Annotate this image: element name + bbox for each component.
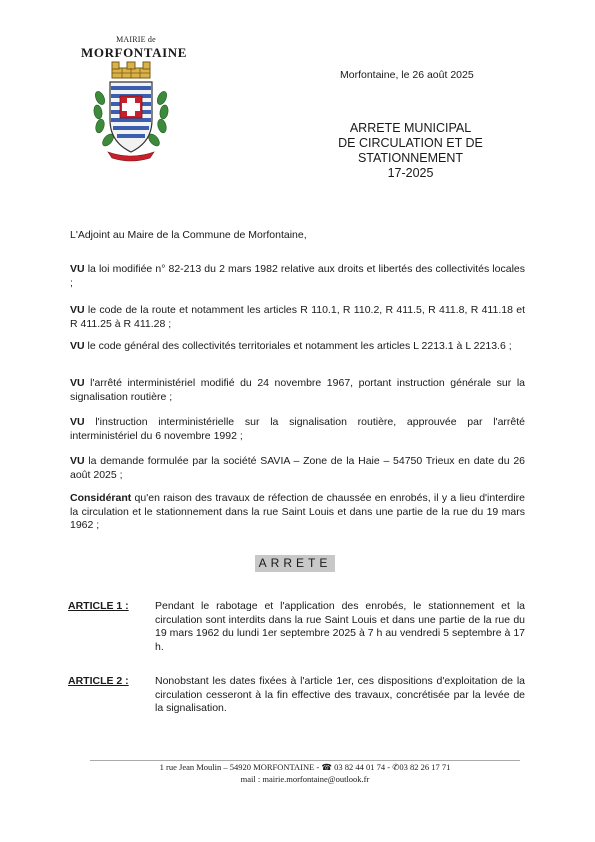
- visa-paragraph: [70, 455, 525, 482]
- intro-line: L'Adjoint au Maire de la Commune de Morfontaine,: [70, 229, 307, 241]
- title-line: STATIONNEMENT: [357, 151, 464, 165]
- visa-text: le code général des collectivités territoriales et notamment les articles L 2213.1 à L 2213.6 ;: [84, 340, 512, 352]
- footer-email: mail : mairie.morfontaine@outlook.fr: [240, 774, 370, 784]
- arrete-number: 17-2025: [387, 166, 434, 180]
- coat-of-arms-icon: [90, 60, 172, 164]
- considerant-paragraph: [70, 492, 525, 533]
- visa-lead: VU: [70, 377, 85, 389]
- title-line: ARRETE MUNICIPAL: [349, 121, 472, 135]
- title-line: DE CIRCULATION ET DE: [338, 136, 483, 150]
- visa-paragraph: [70, 340, 525, 354]
- article-1-label: ARTICLE 1 :: [68, 600, 129, 612]
- visa-lead: VU: [70, 340, 85, 352]
- arrete-heading: ARRETE: [255, 555, 335, 572]
- visa-lead: VU: [70, 416, 85, 428]
- visa-text: le code de la route et notamment les articles R 110.1, R 110.2, R 411.5, R 411.8, R 411.18 et R 411.25 à R 411.28 ;: [70, 304, 525, 330]
- footer-address: 1 rue Jean Moulin – 54920 MORFONTAINE - ☎ 03 82 44 01 74 - ✆03 82 26 17 71: [159, 762, 451, 772]
- mairie-label: MAIRIE de: [116, 35, 156, 44]
- considerant-lead: Considérant: [70, 492, 132, 504]
- visa-text: la demande formulée par la société SAVIA – Zone de la Haie – 54750 Trieux en date du 26 août 2025 ;: [70, 455, 525, 481]
- document-title: [318, 121, 503, 181]
- article-2-label: ARTICLE 2 :: [68, 675, 129, 687]
- article-1-text: Pendant le rabotage et l'application des enrobés, le stationnement et la circulation sont interdits dans la rue Saint Louis et dans une partie de la rue du 19 mars 1962 du lundi 1er septembre 2025 à 7 h au vendredi 5 septembre à 17 h.: [155, 600, 525, 653]
- visa-paragraph: [70, 416, 525, 443]
- visa-lead: VU: [70, 263, 85, 275]
- visa-paragraph: [70, 304, 525, 331]
- visa-paragraph: [70, 263, 525, 290]
- document-date: Morfontaine, le 26 août 2025: [340, 69, 474, 81]
- visa-lead: VU: [70, 304, 85, 316]
- considerant-text: qu'en raison des travaux de réfection de chaussée en enrobés, il y a lieu d'interdire la circulation et le stationnement dans la rue Saint Louis et dans une partie de la rue du 19 mars 1962 ;: [70, 492, 525, 531]
- visa-paragraph: [70, 377, 525, 404]
- footer-divider: [90, 760, 520, 761]
- visa-text: l'instruction interministérielle sur la signalisation routière, approuvée par l'arrêté interministériel du 6 novembre 1992 ;: [70, 416, 525, 442]
- commune-name: MORFONTAINE: [80, 45, 188, 60]
- visa-text: la loi modifiée n° 82-213 du 2 mars 1982 relative aux droits et libertés des collectivités locales ;: [70, 263, 525, 289]
- visa-text: l'arrêté interministériel modifié du 24 novembre 1967, portant instruction générale sur la signalisation routière ;: [70, 377, 525, 403]
- article-2-text: Nonobstant les dates fixées à l'article 1er, ces dispositions d'exploitation de la circulation cesseront à la fin effective des travaux, concrétisée par la levée de la signalisation.: [155, 675, 525, 714]
- visa-lead: VU: [70, 455, 85, 467]
